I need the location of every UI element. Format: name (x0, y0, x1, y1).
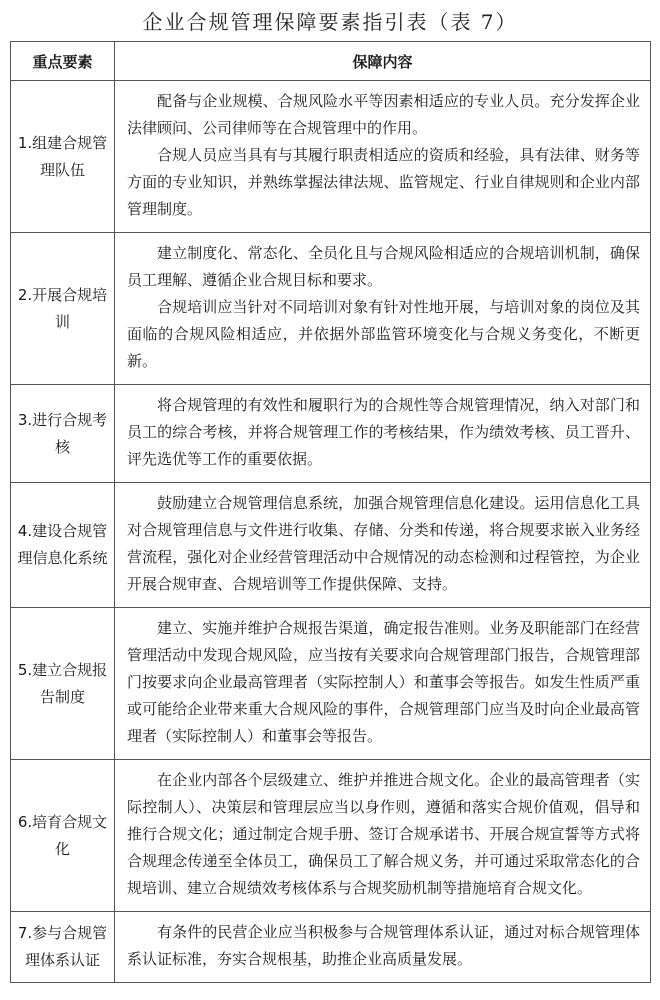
column-header-key: 重点要素 (11, 42, 115, 81)
row-content (115, 608, 651, 760)
content-paragraph: 合规培训应当针对不同培训对象有针对性地开展，与培训对象的岗位及其面临的合规风险相适应，并依据外部监管环境变化与合规义务变化，不断更新。 (127, 298, 640, 370)
guide-table (10, 41, 651, 983)
page-title: 企业合规管理保障要素指引表（表 7） (142, 10, 518, 34)
row-content (115, 385, 651, 483)
content-paragraph: 在企业内部各个层级建立、维护并推进合规文化。企业的最高管理者（实际控制人）、决策层和管理层应当以身作则，遵循和落实合规价值观，倡导和推行合规文化；通过制定合规手册、签订合规承诺书、开展合规宣誓等方式将合规理念传递至全体员工，确保员工了解合规义务，并可通过采取常态化的合规培训、建立合规绩效考核体系与合规奖励机制等措施培育合规文化。 (127, 771, 640, 897)
row-content (115, 81, 651, 233)
row-content (115, 233, 651, 385)
row-key: 1.组建合规管理队伍 (11, 81, 115, 233)
row-content (115, 483, 651, 608)
content-paragraph: 建立、实施并维护合规报告渠道，确定报告准则。业务及职能部门在经营管理活动中发现合规风险，应当按有关要求向合规管理部门报告，合规管理部门按要求向企业最高管理者（实际控制人）和董事会等报告。如发生性质严重或可能给企业带来重大合规风险的事件，合规管理部门应当及时向企业最高管理者（实际控制人）和董事会等报告。 (127, 619, 640, 745)
content-paragraph: 有条件的民营企业应当积极参与合规管理体系认证，通过对标合规管理体系认证标准，夯实合规根基，助推企业高质量发展。 (127, 923, 640, 968)
row-key: 7.参与合规管理体系认证 (11, 912, 115, 983)
row-key: 2.开展合规培训 (11, 233, 115, 385)
row-key: 3.进行合规考核 (11, 385, 115, 483)
row-content (115, 912, 651, 983)
table-row (11, 385, 651, 483)
table-row (11, 483, 651, 608)
row-content (115, 760, 651, 912)
content-paragraph: 鼓励建立合规管理信息系统，加强合规管理信息化建设。运用信息化工具对合规管理信息与文件进行收集、存储、分类和传递，将合规要求嵌入业务经营流程，强化对企业经营管理活动中合规情况的动态检测和过程管控，为企业开展合规审查、合规培训等工作提供保障、支持。 (127, 494, 640, 593)
column-header-content: 保障内容 (115, 42, 651, 81)
row-key: 6.培育合规文化 (11, 760, 115, 912)
table-header-row (11, 42, 651, 81)
table-row (11, 760, 651, 912)
table-row (11, 608, 651, 760)
content-paragraph: 建立制度化、常态化、全员化且与合规风险相适应的合规培训机制，确保员工理解、遵循企业合规目标和要求。 (127, 244, 640, 289)
content-paragraph: 将合规管理的有效性和履职行为的合规性等合规管理情况，纳入对部门和员工的综合考核，并将合规管理工作的考核结果，作为绩效考核、员工晋升、评先选优等工作的重要依据。 (127, 396, 640, 468)
row-key: 4.建设合规管理信息化系统 (11, 483, 115, 608)
row-key: 5.建立合规报告制度 (11, 608, 115, 760)
table-row (11, 912, 651, 983)
table-row (11, 233, 651, 385)
content-paragraph: 配备与企业规模、合规风险水平等因素相适应的专业人员。充分发挥企业法律顾问、公司律师等在合规管理中的作用。 (127, 92, 640, 137)
content-paragraph: 合规人员应当具有与其履行职责相适应的资质和经验，具有法律、财务等方面的专业知识，并熟练掌握法律法规、监管规定、行业自律规则和企业内部管理制度。 (127, 146, 640, 218)
table-row (11, 81, 651, 233)
